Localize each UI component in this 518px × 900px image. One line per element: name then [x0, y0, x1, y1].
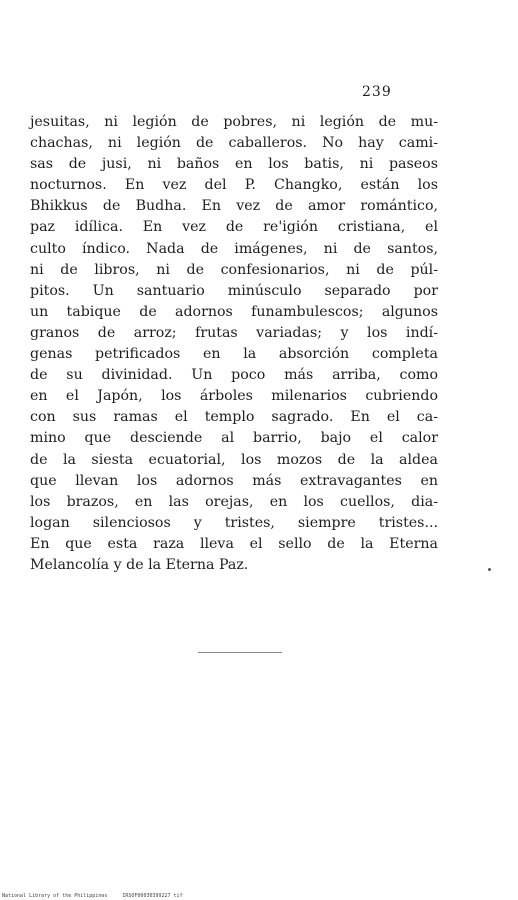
text-line: paz idílica. En vez de re'igión cristiana, el [30, 219, 438, 236]
text-line: jesuitas, ni legión de pobres, ni legión de mu- [30, 114, 438, 130]
text-line: los brazos, en las orejas, en los cuellos, dia- [30, 493, 438, 510]
text-line: genas petrificados en la absorción completa [30, 346, 438, 363]
text-line: Melancolía y de la Eterna Paz. [30, 556, 249, 573]
text-line: logan silenciosos y tristes, siempre tristes... [30, 514, 438, 531]
text-line: granos de arroz; frutas variadas; y los indí- [30, 324, 438, 341]
text-line: de la siesta ecuatorial, los mozos de la aldea [30, 451, 438, 468]
text-line: mino que desciende al barrio, bajo el calor [30, 430, 438, 447]
text-line: de su divinidad. Un poco más arriba, como [30, 367, 438, 384]
text-line: nocturnos. En vez del P. Changko, están los [30, 177, 438, 194]
scan-footer [2, 893, 183, 899]
text-line: chachas, ni legión de caballeros. No hay cami- [30, 135, 438, 152]
section-end-rule [198, 652, 282, 653]
text-line: ni de libros, ni de confesionarios, ni de púl- [30, 261, 438, 278]
footer-code: IRSOF00030399227 tif [122, 893, 183, 899]
text-line: en el Japón, los árboles milenarios cubriendo [30, 388, 438, 405]
page-number: 239 [362, 84, 392, 100]
body-paragraph [30, 112, 438, 576]
text-line: En que esta raza lleva el sello de la Eterna [30, 535, 438, 552]
ink-speck [488, 568, 491, 571]
text-line: que llevan los adornos más extravagantes en [30, 472, 438, 489]
text-line: un tabique de adornos funambulescos; algunos [30, 303, 438, 320]
text-line: pitos. Un santuario minúsculo separado por [30, 282, 438, 299]
text-line: con sus ramas el templo sagrado. En el ca- [30, 409, 438, 426]
text-line: culto índico. Nada de imágenes, ni de santos, [30, 240, 438, 257]
footer-library: National Library of the Philippines [2, 893, 108, 899]
text-line: Bhikkus de Budha. En vez de amor romántico, [30, 198, 438, 215]
text-line: sas de jusi, ni baños en los batis, ni paseos [30, 156, 438, 173]
